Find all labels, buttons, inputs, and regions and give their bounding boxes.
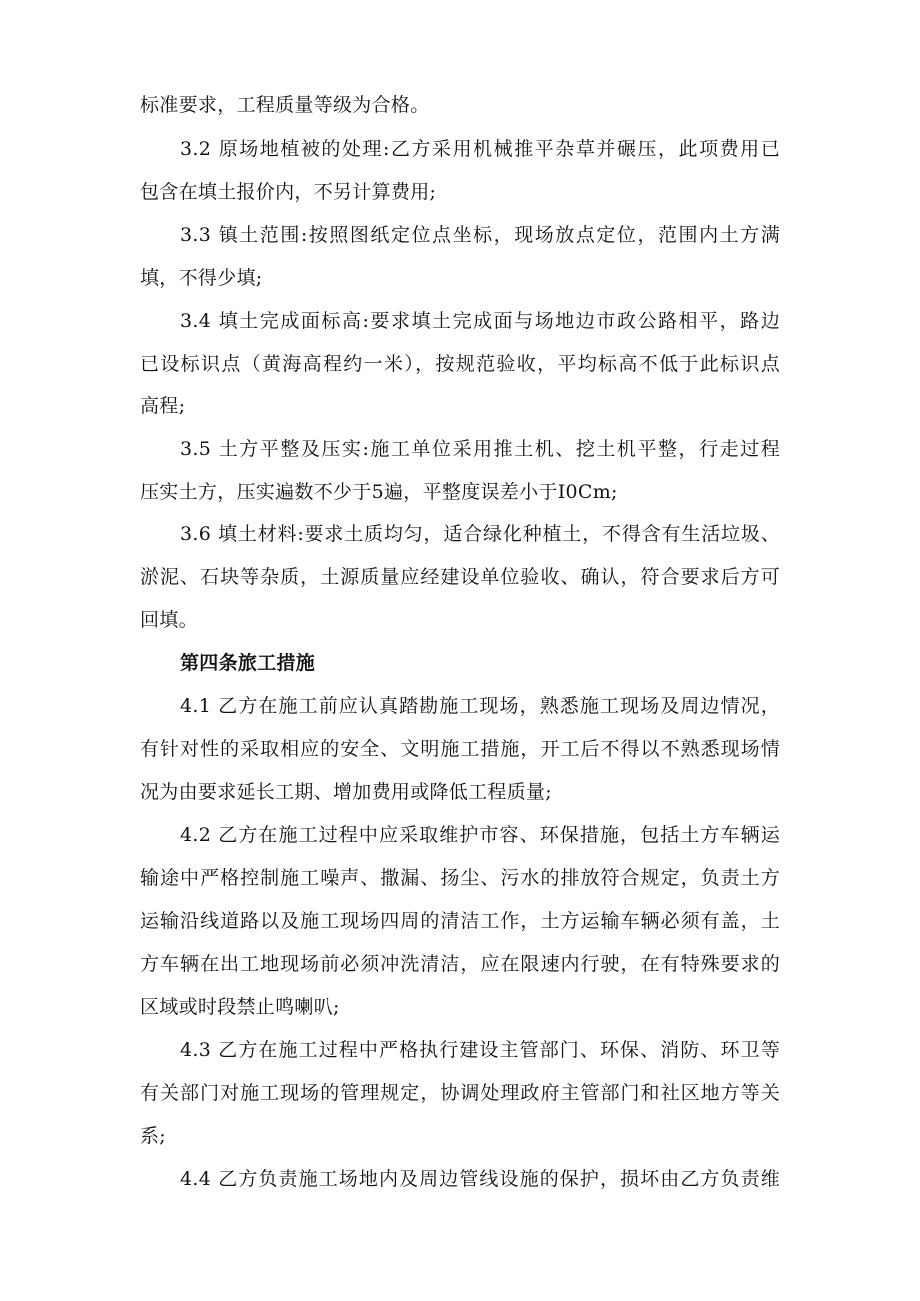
clause-3-2: 3.2 原场地植被的处理:乙方采用机械推平杂草并碾压，此项费用已 — [180, 138, 780, 160]
text-line: 压实土方，压实遍数不少于5遍，平整度误差小于I0Cm; — [140, 481, 618, 503]
text-line: 区域或时段禁止鸣喇叭; — [140, 996, 340, 1018]
text-line: 高程; — [140, 395, 186, 417]
clause-4-3: 4.3 乙方在施工过程中严格执行建设主管部门、环保、消防、环卫等 — [180, 1039, 780, 1061]
clause-4-4: 4.4 乙方负责施工场地内及周边管线设施的保护，损坏由乙方负责维 — [180, 1168, 780, 1190]
text-line: 淤泥、石块等杂质，土源质量应经建设单位验收、确认，符合要求后方可 — [140, 566, 780, 588]
text-line: 回填。 — [140, 609, 198, 631]
text-line: 有针对性的采取相应的安全、文明施工措施，开工后不得以不熟悉现场情 — [140, 738, 780, 760]
text-line: 有关部门对施工现场的管理规定，协调处理政府主管部门和社区地方等关 — [140, 1082, 780, 1104]
text-line: 运输沿线道路以及施工现场四周的清洁工作，土方运输车辆必须有盖，土 — [140, 910, 780, 932]
text-line: 已设标识点（黄海高程约一米），按规范验收，平均标高不低于此标识点 — [140, 353, 780, 375]
text-line: 系; — [140, 1125, 167, 1147]
text-line: 包含在填土报价内，不另计算费用; — [140, 181, 437, 203]
clause-3-6: 3.6 填土材料:要求土质均匀，适合绿化种植土，不得含有生活垃圾、 — [180, 523, 780, 545]
clause-3-3: 3.3 镇土范围:按照图纸定位点坐标，现场放点定位，范围内土方满 — [180, 224, 780, 246]
clause-4-1: 4.1 乙方在施工前应认真踏勘施工现场，熟悉施工现场及周边情况， — [180, 695, 780, 717]
text-line: 方车辆在出工地现场前必须冲洗清洁，应在限速内行驶，在有特殊要求的 — [140, 953, 780, 975]
text-line: 标准要求，工程质量等级为合格。 — [140, 94, 430, 116]
clause-3-5: 3.5 土方平整及压实:施工单位采用推土机、挖土机平整，行走过程 — [180, 438, 780, 460]
text-line: 填，不得少填; — [140, 267, 263, 289]
clause-4-2: 4.2 乙方在施工过程中应采取维护市容、环保措施，包括土方车辆运 — [180, 824, 780, 846]
text-line: 况为由要求延长工期、增加费用或降低工程质量; — [140, 781, 553, 803]
section-heading: 第四条旅工措施 — [180, 652, 316, 674]
text-line: 输途中严格控制施工噪声、撒漏、扬尘、污水的排放符合规定，负责土方 — [140, 867, 780, 889]
clause-3-4: 3.4 填土完成面标高:要求填土完成面与场地边市政公路相平，路边 — [180, 310, 780, 332]
